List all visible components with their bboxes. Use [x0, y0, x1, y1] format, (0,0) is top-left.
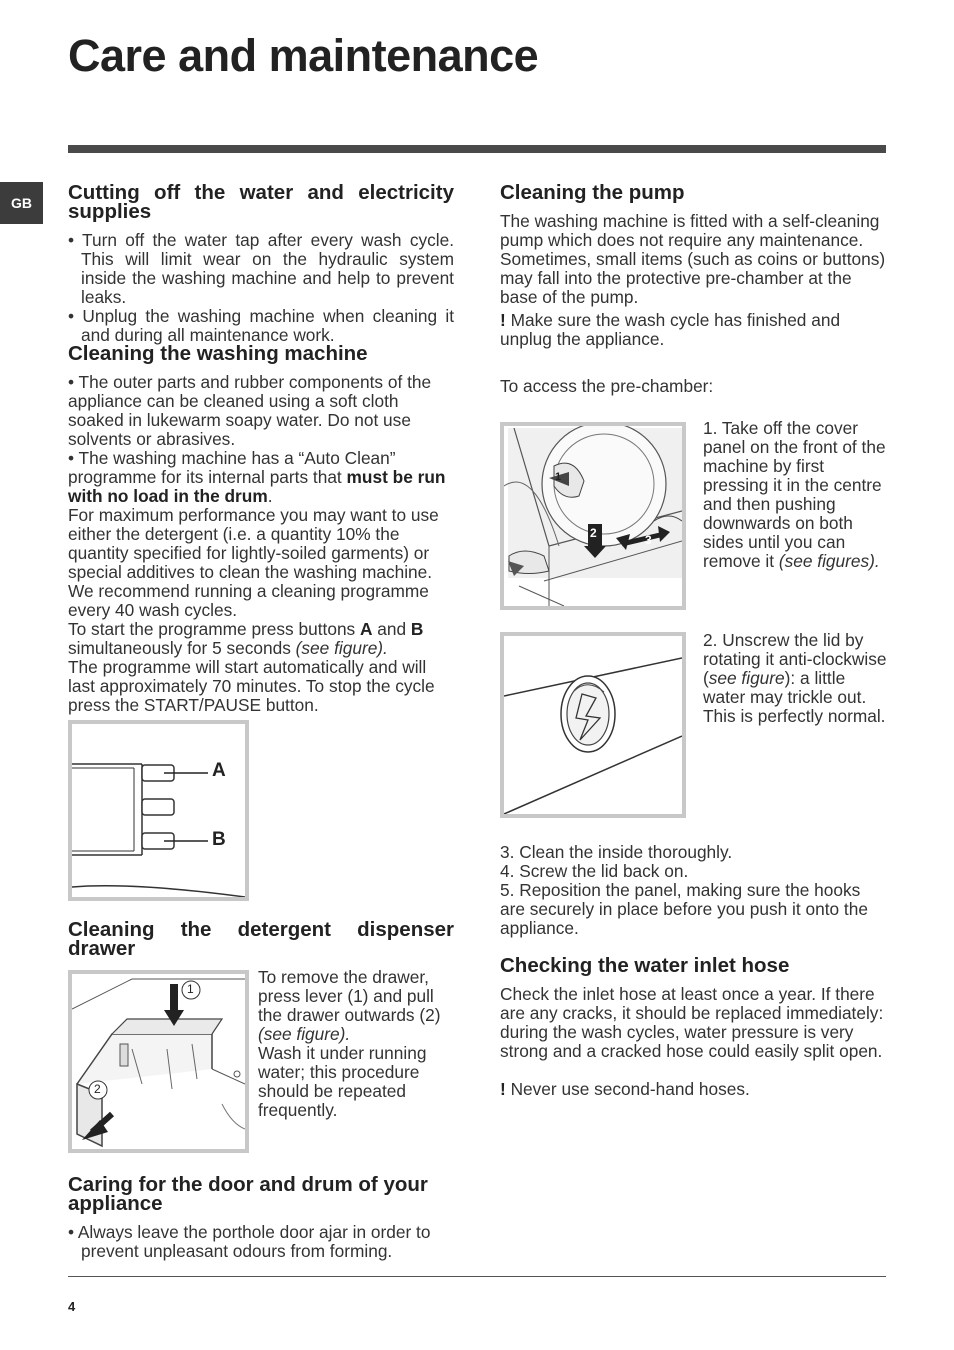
warning-text: ! Make sure the wash cycle has finished and unplug the appliance.: [500, 310, 841, 349]
section-heading: Checking the water inlet hose: [500, 954, 790, 977]
step-text: 1. Take off the cover panel on the front of the machine by first pressing it in the centre and then pushing downwards on both sides until you can remove it (see figures).: [703, 418, 886, 571]
pump-lid-figure: [500, 632, 686, 818]
drawer-callout-2: 2: [94, 1082, 101, 1096]
drawer-callout-1: 1: [187, 982, 194, 996]
paragraph: The washing machine is fitted with a self-cleaning pump which does not require any maintenance. Sometimes, small items (such as coins or buttons) may fall into the protective pre-chamber at the base of the pump.: [500, 211, 886, 307]
pump-lid-illustration: [504, 636, 682, 814]
section-cleaning-machine: [68, 344, 454, 715]
section-heading: Cleaning the pump: [500, 181, 685, 204]
section-heading: Cleaning the detergent dispenser drawer: [68, 918, 454, 960]
bullet-text: • Always leave the porthole door ajar in order to prevent unpleasant odours from forming.: [68, 1222, 431, 1261]
drawer-figure: [68, 970, 249, 1153]
drawer-instructions: [258, 968, 450, 1120]
section-inlet-hose: [500, 956, 886, 1099]
step-text: 2. Unscrew the lid by rotating it anti-clockwise (see figure): a little water may trickle out. This is perfectly normal.: [703, 630, 887, 726]
section-dispenser-drawer: [68, 920, 454, 958]
section-heading: Cleaning the washing machine: [68, 342, 368, 365]
paragraph: For maximum performance you may want to use either the detergent (i.e. a quantity 10% the quantity specified for lightly-soiled garments) or special additives to clean the washing machine. We recommend running a cleaning programme every 40 wash cycles.: [68, 505, 439, 620]
pump-steps-3-5: [500, 843, 886, 938]
panel-callout-1: 1: [555, 471, 562, 483]
paragraph: To start the programme press buttons A and B simultaneously for 5 seconds (see figure).: [68, 619, 424, 658]
panel-removal-illustration: [504, 426, 682, 606]
page-number: 4: [68, 1299, 76, 1314]
pump-step-1: [703, 419, 887, 571]
section-heading: Cutting off the water and electricity supplies: [68, 181, 454, 223]
control-panel-illustration: [72, 724, 245, 897]
step-text: 4. Screw the lid back on.: [500, 861, 689, 881]
paragraph: To remove the drawer, press lever (1) and pull the drawer outwards (2) (see figure).: [258, 967, 441, 1044]
bullet-text: • Unplug the washing machine when cleaning it and during all maintenance work.: [68, 306, 454, 345]
step-text: 5. Reposition the panel, making sure the hooks are securely in place before you push it onto the appliance.: [500, 880, 868, 938]
control-panel-figure: [68, 720, 249, 901]
bullet-text: • Turn off the water tap after every wash cycle. This will limit wear on the hydraulic system inside the washing machine and help to prevent leaks.: [68, 230, 454, 307]
paragraph: The programme will start automatically and will last approximately 70 minutes. To stop the cycle press the START/PAUSE button.: [68, 657, 435, 715]
paragraph: Wash it under running water; this procedure should be repeated frequently.: [258, 1043, 427, 1120]
pump-step-2: [703, 631, 887, 726]
section-heading: Caring for the door and drum of your appliance: [68, 1173, 428, 1215]
button-b-label: B: [212, 829, 226, 850]
section-cleaning-pump: [500, 183, 886, 396]
paragraph: To access the pre-chamber:: [500, 376, 714, 396]
drawer-illustration: [72, 974, 245, 1149]
panel-callout-2: 2: [590, 526, 597, 540]
warning-mark: !: [500, 310, 506, 330]
paragraph: Check the inlet hose at least once a year. If there are any cracks, it should be replaced immediately: during the wash cycles, water pressure is very strong and a cracked hose could easily split open.: [500, 984, 884, 1061]
panel-removal-figure: [500, 422, 686, 610]
language-tab: GB: [0, 182, 43, 224]
section-cutting-off: [68, 183, 454, 345]
panel-callout-3: 3: [645, 533, 652, 547]
page-title: Care and maintenance: [68, 30, 539, 81]
warning-mark: !: [500, 1079, 506, 1099]
paragraph: • The outer parts and rubber components of the appliance can be cleaned using a soft cloth soaked in lukewarm soapy water. Do not use solvents or abrasives.: [68, 372, 432, 449]
warning-text: ! Never use second-hand hoses.: [500, 1079, 750, 1099]
section-door-drum: [68, 1175, 454, 1261]
paragraph: • The washing machine has a “Auto Clean” programme for its internal parts that must be run with no load in the drum.: [68, 448, 446, 506]
title-divider: [68, 145, 886, 153]
step-text: 3. Clean the inside thoroughly.: [500, 842, 733, 862]
button-a-label: A: [212, 760, 226, 781]
footer-rule: [68, 1276, 886, 1277]
